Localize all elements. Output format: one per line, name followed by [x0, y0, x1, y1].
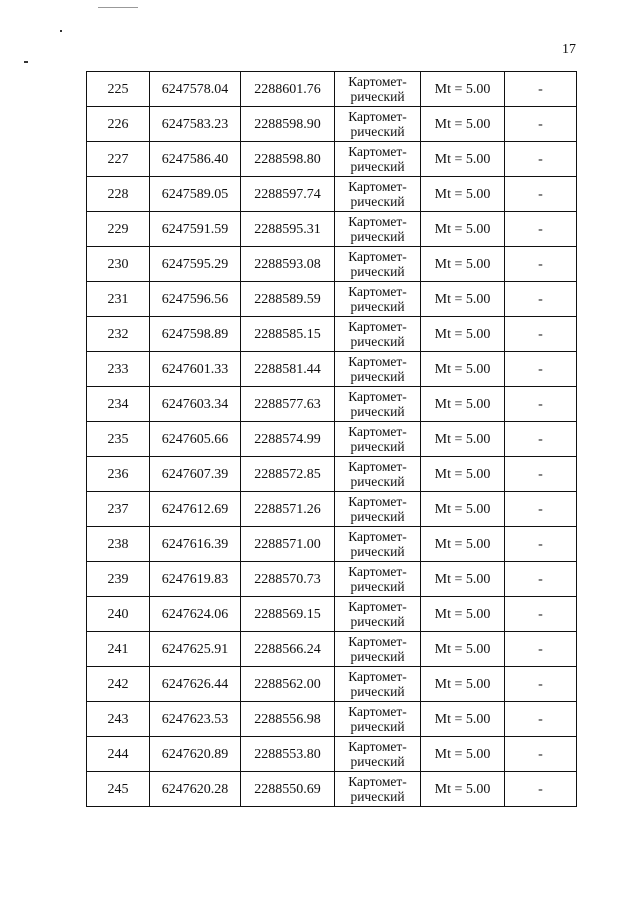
y-coordinate-cell: 2288585.15	[241, 317, 335, 352]
x-coordinate-cell: 6247578.04	[150, 72, 241, 107]
y-coordinate-cell: 2288562.00	[241, 667, 335, 702]
method-line-1: Картомет-	[348, 494, 407, 509]
note-cell: -	[505, 457, 577, 492]
method-cell	[335, 527, 421, 562]
point-number-cell: 226	[87, 107, 150, 142]
method-cell	[335, 492, 421, 527]
accuracy-cell: Mt = 5.00	[421, 212, 505, 247]
method-line-2: рический	[350, 334, 405, 349]
note-cell: -	[505, 247, 577, 282]
method-cell	[335, 317, 421, 352]
table-row	[87, 422, 577, 457]
accuracy-cell: Mt = 5.00	[421, 597, 505, 632]
point-number-cell: 233	[87, 352, 150, 387]
note-cell: -	[505, 737, 577, 772]
x-coordinate-cell: 6247591.59	[150, 212, 241, 247]
note-cell: -	[505, 527, 577, 562]
scan-artifact	[24, 61, 28, 63]
method-line-2: рический	[350, 544, 405, 559]
point-number-cell: 232	[87, 317, 150, 352]
table-row	[87, 527, 577, 562]
note-cell: -	[505, 282, 577, 317]
y-coordinate-cell: 2288581.44	[241, 352, 335, 387]
method-line-1: Картомет-	[348, 319, 407, 334]
y-coordinate-cell: 2288550.69	[241, 772, 335, 807]
method-line-1: Картомет-	[348, 109, 407, 124]
y-coordinate-cell: 2288556.98	[241, 702, 335, 737]
method-cell	[335, 107, 421, 142]
note-cell: -	[505, 562, 577, 597]
point-number-cell: 242	[87, 667, 150, 702]
point-number-cell: 245	[87, 772, 150, 807]
point-number-cell: 236	[87, 457, 150, 492]
method-cell	[335, 422, 421, 457]
method-cell	[335, 597, 421, 632]
method-line-1: Картомет-	[348, 424, 407, 439]
y-coordinate-cell: 2288566.24	[241, 632, 335, 667]
method-cell	[335, 352, 421, 387]
method-cell	[335, 212, 421, 247]
method-cell	[335, 772, 421, 807]
table-row	[87, 317, 577, 352]
accuracy-cell: Mt = 5.00	[421, 457, 505, 492]
method-cell	[335, 562, 421, 597]
method-line-1: Картомет-	[348, 739, 407, 754]
y-coordinate-cell: 2288569.15	[241, 597, 335, 632]
y-coordinate-cell: 2288570.73	[241, 562, 335, 597]
method-line-1: Картомет-	[348, 144, 407, 159]
method-line-2: рический	[350, 474, 405, 489]
method-cell	[335, 177, 421, 212]
note-cell: -	[505, 352, 577, 387]
y-coordinate-cell: 2288572.85	[241, 457, 335, 492]
accuracy-cell: Mt = 5.00	[421, 702, 505, 737]
table-row	[87, 387, 577, 422]
method-line-1: Картомет-	[348, 179, 407, 194]
method-line-1: Картомет-	[348, 389, 407, 404]
method-line-1: Картомет-	[348, 214, 407, 229]
scan-artifact	[60, 30, 62, 32]
method-line-1: Картомет-	[348, 284, 407, 299]
table-row	[87, 107, 577, 142]
x-coordinate-cell: 6247607.39	[150, 457, 241, 492]
table-row	[87, 352, 577, 387]
method-cell	[335, 737, 421, 772]
accuracy-cell: Mt = 5.00	[421, 562, 505, 597]
table-body	[87, 72, 577, 807]
x-coordinate-cell: 6247603.34	[150, 387, 241, 422]
accuracy-cell: Mt = 5.00	[421, 492, 505, 527]
point-number-cell: 243	[87, 702, 150, 737]
x-coordinate-cell: 6247589.05	[150, 177, 241, 212]
accuracy-cell: Mt = 5.00	[421, 107, 505, 142]
method-line-1: Картомет-	[348, 669, 407, 684]
method-line-2: рический	[350, 229, 405, 244]
page-number: 17	[562, 42, 576, 57]
accuracy-cell: Mt = 5.00	[421, 737, 505, 772]
scan-artifact	[98, 7, 138, 8]
x-coordinate-cell: 6247612.69	[150, 492, 241, 527]
method-cell	[335, 282, 421, 317]
method-line-1: Картомет-	[348, 74, 407, 89]
accuracy-cell: Mt = 5.00	[421, 72, 505, 107]
note-cell: -	[505, 387, 577, 422]
x-coordinate-cell: 6247583.23	[150, 107, 241, 142]
accuracy-cell: Mt = 5.00	[421, 247, 505, 282]
y-coordinate-cell: 2288601.76	[241, 72, 335, 107]
accuracy-cell: Mt = 5.00	[421, 632, 505, 667]
y-coordinate-cell: 2288553.80	[241, 737, 335, 772]
method-line-2: рический	[350, 684, 405, 699]
table-row	[87, 702, 577, 737]
note-cell: -	[505, 107, 577, 142]
point-number-cell: 225	[87, 72, 150, 107]
y-coordinate-cell: 2288589.59	[241, 282, 335, 317]
x-coordinate-cell: 6247624.06	[150, 597, 241, 632]
method-cell	[335, 142, 421, 177]
method-line-1: Картомет-	[348, 249, 407, 264]
method-cell	[335, 387, 421, 422]
method-line-2: рический	[350, 264, 405, 279]
method-line-2: рический	[350, 404, 405, 419]
method-line-2: рический	[350, 789, 405, 804]
point-number-cell: 244	[87, 737, 150, 772]
table-row	[87, 667, 577, 702]
y-coordinate-cell: 2288597.74	[241, 177, 335, 212]
x-coordinate-cell: 6247620.89	[150, 737, 241, 772]
note-cell: -	[505, 492, 577, 527]
method-line-1: Картомет-	[348, 774, 407, 789]
point-number-cell: 239	[87, 562, 150, 597]
y-coordinate-cell: 2288598.90	[241, 107, 335, 142]
table-row	[87, 282, 577, 317]
point-number-cell: 227	[87, 142, 150, 177]
x-coordinate-cell: 6247626.44	[150, 667, 241, 702]
method-line-2: рический	[350, 649, 405, 664]
point-number-cell: 234	[87, 387, 150, 422]
accuracy-cell: Mt = 5.00	[421, 422, 505, 457]
method-line-2: рический	[350, 299, 405, 314]
note-cell: -	[505, 72, 577, 107]
table-row	[87, 72, 577, 107]
y-coordinate-cell: 2288574.99	[241, 422, 335, 457]
point-number-cell: 238	[87, 527, 150, 562]
accuracy-cell: Mt = 5.00	[421, 527, 505, 562]
accuracy-cell: Mt = 5.00	[421, 772, 505, 807]
coordinates-table	[86, 71, 577, 807]
method-line-2: рический	[350, 124, 405, 139]
method-line-1: Картомет-	[348, 599, 407, 614]
table-row	[87, 492, 577, 527]
table-row	[87, 142, 577, 177]
x-coordinate-cell: 6247598.89	[150, 317, 241, 352]
x-coordinate-cell: 6247596.56	[150, 282, 241, 317]
table-row	[87, 212, 577, 247]
method-line-2: рический	[350, 614, 405, 629]
method-line-1: Картомет-	[348, 354, 407, 369]
method-line-2: рический	[350, 509, 405, 524]
accuracy-cell: Mt = 5.00	[421, 177, 505, 212]
note-cell: -	[505, 422, 577, 457]
method-line-1: Картомет-	[348, 564, 407, 579]
note-cell: -	[505, 177, 577, 212]
y-coordinate-cell: 2288593.08	[241, 247, 335, 282]
accuracy-cell: Mt = 5.00	[421, 387, 505, 422]
method-line-2: рический	[350, 194, 405, 209]
accuracy-cell: Mt = 5.00	[421, 282, 505, 317]
method-line-2: рический	[350, 439, 405, 454]
table-row	[87, 737, 577, 772]
x-coordinate-cell: 6247601.33	[150, 352, 241, 387]
method-line-2: рический	[350, 579, 405, 594]
y-coordinate-cell: 2288595.31	[241, 212, 335, 247]
method-line-2: рический	[350, 369, 405, 384]
table-row	[87, 562, 577, 597]
x-coordinate-cell: 6247620.28	[150, 772, 241, 807]
y-coordinate-cell: 2288571.26	[241, 492, 335, 527]
accuracy-cell: Mt = 5.00	[421, 667, 505, 702]
table-row	[87, 597, 577, 632]
x-coordinate-cell: 6247616.39	[150, 527, 241, 562]
table-row	[87, 457, 577, 492]
x-coordinate-cell: 6247586.40	[150, 142, 241, 177]
point-number-cell: 235	[87, 422, 150, 457]
note-cell: -	[505, 317, 577, 352]
table-row	[87, 772, 577, 807]
method-line-1: Картомет-	[348, 459, 407, 474]
note-cell: -	[505, 597, 577, 632]
point-number-cell: 241	[87, 632, 150, 667]
x-coordinate-cell: 6247605.66	[150, 422, 241, 457]
method-cell	[335, 667, 421, 702]
method-cell	[335, 702, 421, 737]
method-line-1: Картомет-	[348, 634, 407, 649]
method-line-1: Картомет-	[348, 704, 407, 719]
y-coordinate-cell: 2288577.63	[241, 387, 335, 422]
method-cell	[335, 632, 421, 667]
table-row	[87, 632, 577, 667]
method-line-2: рический	[350, 89, 405, 104]
point-number-cell: 231	[87, 282, 150, 317]
method-line-2: рический	[350, 159, 405, 174]
y-coordinate-cell: 2288571.00	[241, 527, 335, 562]
method-cell	[335, 457, 421, 492]
note-cell: -	[505, 212, 577, 247]
point-number-cell: 228	[87, 177, 150, 212]
x-coordinate-cell: 6247625.91	[150, 632, 241, 667]
table-row	[87, 177, 577, 212]
accuracy-cell: Mt = 5.00	[421, 142, 505, 177]
method-line-2: рический	[350, 719, 405, 734]
y-coordinate-cell: 2288598.80	[241, 142, 335, 177]
note-cell: -	[505, 667, 577, 702]
method-line-2: рический	[350, 754, 405, 769]
table-row	[87, 247, 577, 282]
x-coordinate-cell: 6247623.53	[150, 702, 241, 737]
method-cell	[335, 72, 421, 107]
point-number-cell: 229	[87, 212, 150, 247]
note-cell: -	[505, 702, 577, 737]
method-cell	[335, 247, 421, 282]
note-cell: -	[505, 142, 577, 177]
point-number-cell: 237	[87, 492, 150, 527]
point-number-cell: 240	[87, 597, 150, 632]
note-cell: -	[505, 632, 577, 667]
point-number-cell: 230	[87, 247, 150, 282]
accuracy-cell: Mt = 5.00	[421, 317, 505, 352]
x-coordinate-cell: 6247619.83	[150, 562, 241, 597]
method-line-1: Картомет-	[348, 529, 407, 544]
accuracy-cell: Mt = 5.00	[421, 352, 505, 387]
note-cell: -	[505, 772, 577, 807]
x-coordinate-cell: 6247595.29	[150, 247, 241, 282]
